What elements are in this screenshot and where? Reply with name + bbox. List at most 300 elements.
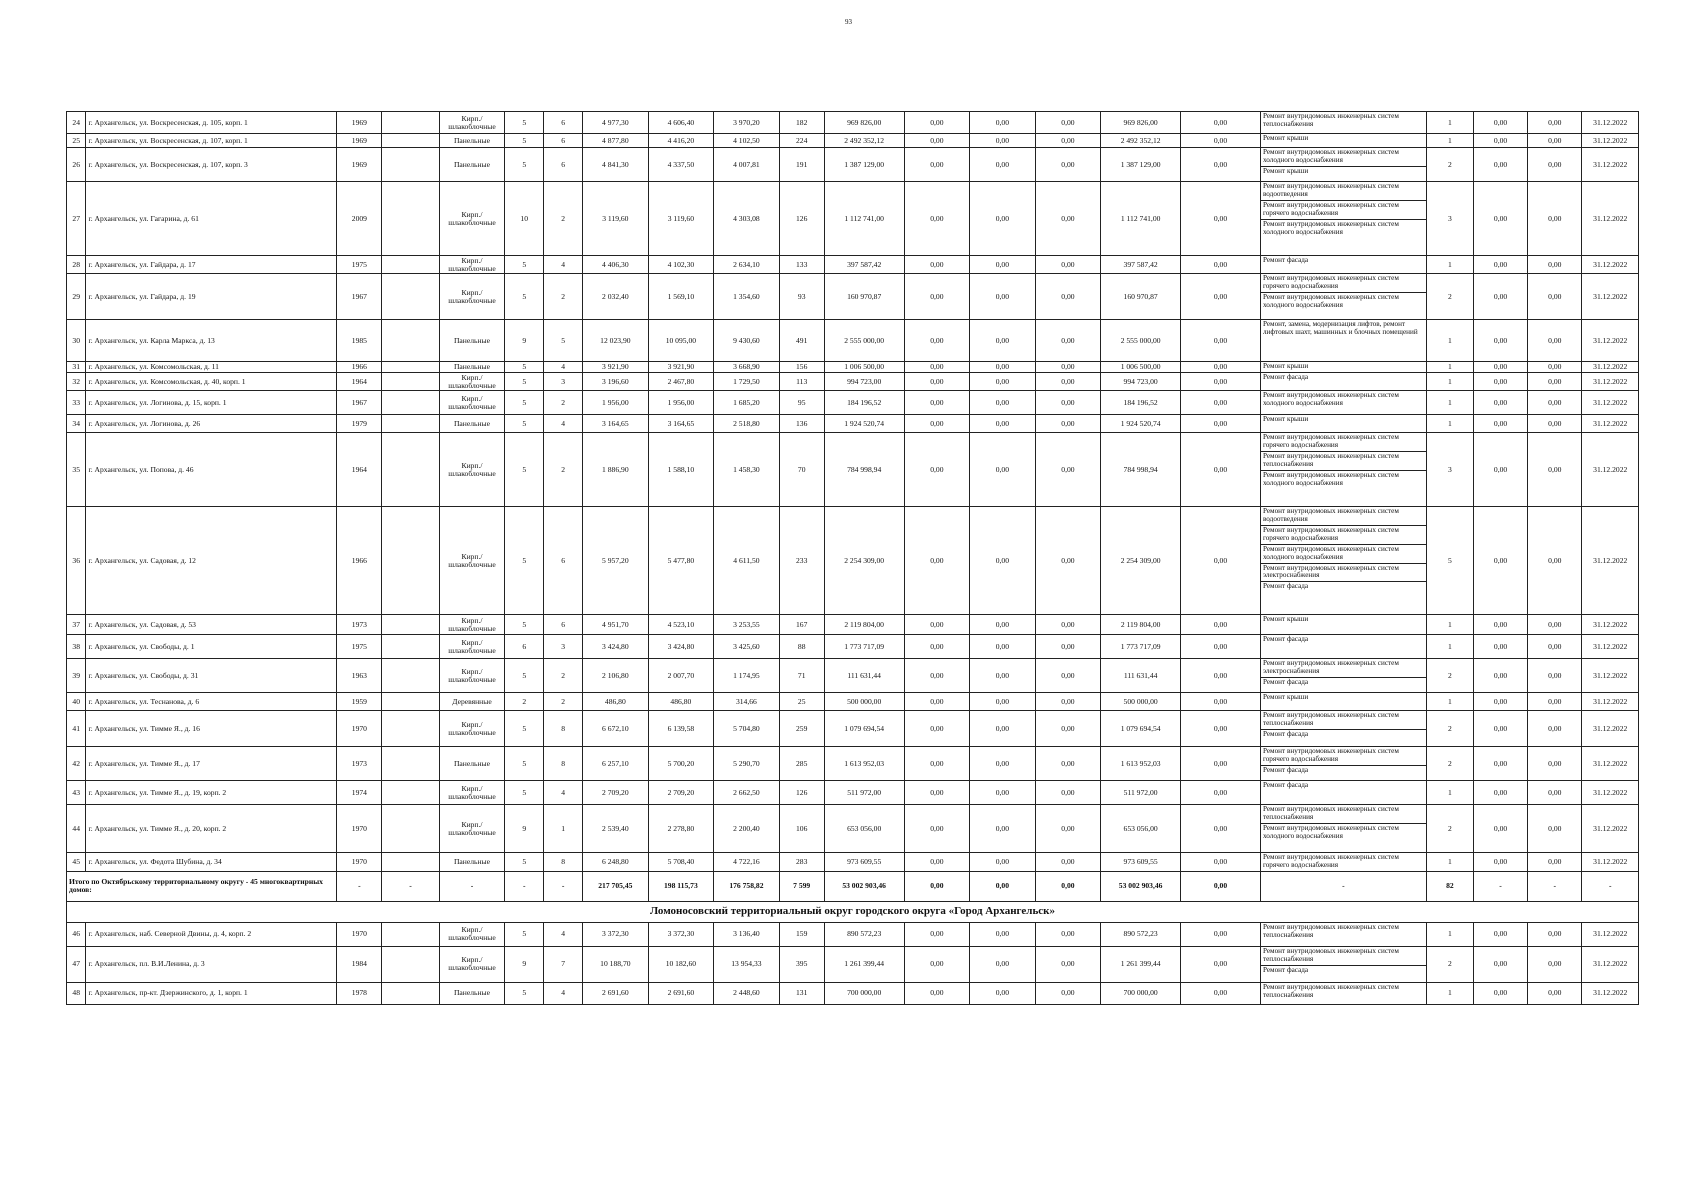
unit-cost-1: 0,00 [1473,982,1527,1004]
entrances: 2 [544,659,583,693]
address: г. Архангельск, ул. Тимме Я., д. 19, корп. 2 [86,781,337,805]
table-row [67,373,1639,391]
area-total: 2 539,40 [583,805,649,853]
year-built: 1970 [337,853,382,872]
area-living: 1 956,00 [648,391,714,415]
other-share: 0,00 [1181,693,1261,711]
address: г. Архангельск, ул. Тимме Я., д. 20, корп. 2 [86,805,337,853]
floors: 9 [505,946,544,982]
work-item: Ремонт фасада [1262,373,1309,381]
fund-share: 0,00 [904,274,970,320]
area-living: 5 477,80 [648,507,714,615]
work-item: Ремонт внутридомовых инженерных систем холодного водоснабжения [1262,292,1399,309]
unit-cost-2: 0,00 [1528,922,1582,946]
municipal-share: 0,00 [1035,391,1101,415]
table-row [67,747,1639,781]
regional-share: 0,00 [970,781,1036,805]
work-item: Ремонт фасада [1262,781,1309,789]
regional-share: 0,00 [970,659,1036,693]
regional-share: 0,00 [970,922,1036,946]
residents: 159 [779,922,824,946]
work-item: Ремонт крыши [1262,362,1309,370]
other-share: 0,00 [1181,635,1261,659]
total-material: - [439,871,505,901]
works-count: 1 [1426,982,1473,1004]
wall-material: Кирп./ шлакоблочные [439,659,505,693]
works [1260,693,1426,711]
area-total: 4 951,70 [583,615,649,635]
area-living: 1 588,10 [648,433,714,507]
wall-material: Кирп./ шлакоблочные [439,373,505,391]
blank-cell [382,693,439,711]
owners-share: 890 572,23 [1101,922,1181,946]
total-fund: 0,00 [904,871,970,901]
entrances: 8 [544,853,583,872]
owners-share: 969 826,00 [1101,112,1181,134]
work-item: Ремонт фасада [1262,635,1309,643]
work-item: Ремонт крыши [1262,615,1309,623]
owners-share: 160 970,87 [1101,274,1181,320]
unit-cost-1: 0,00 [1473,853,1527,872]
table-row [67,693,1639,711]
works [1260,853,1426,872]
work-item: Ремонт крыши [1262,693,1309,701]
floors: 5 [505,274,544,320]
year-built: 1966 [337,507,382,615]
work-item: Ремонт внутридомовых инженерных систем горячего водоснабжения [1261,201,1426,220]
works [1260,134,1426,148]
residents: 93 [779,274,824,320]
area-living: 2 467,80 [648,373,714,391]
floors: 5 [505,373,544,391]
area-total: 3 921,90 [583,362,649,373]
address: г. Архангельск, ул. Воскресенская, д. 107, корп. 3 [86,148,337,182]
unit-cost-1: 0,00 [1473,635,1527,659]
area-total: 6 257,10 [583,747,649,781]
cost-total: 1 924 520,74 [824,415,904,433]
area-residential: 1 174,95 [714,659,780,693]
entrances: 6 [544,507,583,615]
area-residential: 4 611,50 [714,507,780,615]
year-built: 1975 [337,256,382,274]
blank-cell [382,148,439,182]
area-residential: 13 954,33 [714,946,780,982]
residents: 88 [779,635,824,659]
unit-cost-2: 0,00 [1528,747,1582,781]
year-built: 1969 [337,148,382,182]
address: г. Архангельск, ул. Логинова, д. 26 [86,415,337,433]
residents: 233 [779,507,824,615]
residents: 224 [779,134,824,148]
year-built: 1970 [337,711,382,747]
work-item: Ремонт, замена, модернизация лифтов, ремонт лифтовых шахт, машинных и блочных помещений [1262,320,1418,336]
wall-material: Деревянные [439,693,505,711]
floors: 5 [505,415,544,433]
area-residential: 2 448,60 [714,982,780,1004]
address: г. Архангельск, ул. Садовая, д. 12 [86,507,337,615]
total-cost: 53 002 903,46 [824,871,904,901]
floors: 5 [505,507,544,615]
table-row [67,982,1639,1004]
other-share: 0,00 [1181,134,1261,148]
area-residential: 9 430,60 [714,320,780,362]
okrug-rows [67,112,1639,872]
total-label: Итого по Октябрьскому территориальному округу - 45 многоквартирных домов: [67,871,337,901]
area-living: 4 606,40 [648,112,714,134]
floors: 5 [505,781,544,805]
residents: 259 [779,711,824,747]
area-residential: 3 970,20 [714,112,780,134]
area-residential: 4 102,50 [714,134,780,148]
fund-share: 0,00 [904,507,970,615]
residents: 167 [779,615,824,635]
works [1260,982,1426,1004]
work-item: Ремонт внутридомовых инженерных систем горячего водоснабжения [1261,747,1426,766]
entrances: 3 [544,635,583,659]
owners-share: 2 492 352,12 [1101,134,1181,148]
area-total: 1 886,90 [583,433,649,507]
fund-share: 0,00 [904,362,970,373]
area-total: 2 709,20 [583,781,649,805]
other-share: 0,00 [1181,659,1261,693]
wall-material: Кирп./ шлакоблочные [439,946,505,982]
entrances: 2 [544,182,583,256]
wall-material: Панельные [439,747,505,781]
area-living: 3 372,30 [648,922,714,946]
deadline-date: 31.12.2022 [1582,256,1639,274]
municipal-share: 0,00 [1035,362,1101,373]
area-total: 2 106,80 [583,659,649,693]
wall-material: Панельные [439,982,505,1004]
area-residential: 4 303,08 [714,182,780,256]
cost-total: 184 196,52 [824,391,904,415]
works [1260,391,1426,415]
blank-cell [382,373,439,391]
area-living: 3 164,65 [648,415,714,433]
unit-cost-2: 0,00 [1528,134,1582,148]
area-living: 2 709,20 [648,781,714,805]
address: г. Архангельск, пр-кт. Дзержинского, д. 1, корп. 1 [86,982,337,1004]
residents: 285 [779,747,824,781]
municipal-share: 0,00 [1035,659,1101,693]
blank-cell [382,274,439,320]
residents: 126 [779,182,824,256]
year-built: 1978 [337,982,382,1004]
work-item: Ремонт внутридомовых инженерных систем электроснабжения [1261,564,1426,583]
blank-cell [382,182,439,256]
table-row [67,853,1639,872]
unit-cost-1: 0,00 [1473,320,1527,362]
address: г. Архангельск, ул. Попова, д. 46 [86,433,337,507]
regional-share: 0,00 [970,693,1036,711]
row-number: 31 [67,362,86,373]
owners-share: 111 631,44 [1101,659,1181,693]
regional-share: 0,00 [970,391,1036,415]
municipal-share: 0,00 [1035,112,1101,134]
unit-cost-2: 0,00 [1528,615,1582,635]
area-living: 6 139,58 [648,711,714,747]
fund-share: 0,00 [904,615,970,635]
other-share: 0,00 [1181,148,1261,182]
blank-cell [382,982,439,1004]
owners-share: 2 254 309,00 [1101,507,1181,615]
table-row [67,711,1639,747]
area-residential: 1 685,20 [714,391,780,415]
unit-cost-2: 0,00 [1528,507,1582,615]
cost-total: 890 572,23 [824,922,904,946]
row-number: 47 [67,946,86,982]
cost-total: 1 079 694,54 [824,711,904,747]
section-title: Ломоносовский территориальный округ городского округа «Город Архангельск» [67,901,1639,922]
unit-cost-1: 0,00 [1473,922,1527,946]
cost-total: 2 555 000,00 [824,320,904,362]
works-count: 2 [1426,946,1473,982]
blank-cell [382,946,439,982]
floors: 5 [505,615,544,635]
cost-total: 500 000,00 [824,693,904,711]
other-share: 0,00 [1181,982,1261,1004]
works [1260,112,1426,134]
regional-share: 0,00 [970,274,1036,320]
address: г. Архангельск, ул. Логинова, д. 15, корп. 1 [86,391,337,415]
address: г. Архангельск, ул. Тимме Я., д. 17 [86,747,337,781]
table-row [67,433,1639,507]
works [1260,415,1426,433]
unit-cost-2: 0,00 [1528,693,1582,711]
total-blank: - [382,871,439,901]
regional-share: 0,00 [970,805,1036,853]
work-item: Ремонт крыши [1262,166,1309,175]
works [1260,320,1426,362]
deadline-date: 31.12.2022 [1582,659,1639,693]
works-count: 1 [1426,853,1473,872]
year-built: 1967 [337,391,382,415]
address: г. Архангельск, ул. Воскресенская, д. 107, корп. 1 [86,134,337,148]
unit-cost-1: 0,00 [1473,805,1527,853]
blank-cell [382,112,439,134]
other-share: 0,00 [1181,711,1261,747]
owners-share: 700 000,00 [1101,982,1181,1004]
area-living: 2 691,60 [648,982,714,1004]
work-item: Ремонт крыши [1262,134,1309,142]
area-living: 2 007,70 [648,659,714,693]
table-row [67,391,1639,415]
deadline-date: 31.12.2022 [1582,362,1639,373]
fund-share: 0,00 [904,711,970,747]
unit-cost-2: 0,00 [1528,415,1582,433]
blank-cell [382,635,439,659]
area-residential: 2 200,40 [714,805,780,853]
works-count: 2 [1426,274,1473,320]
blank-cell [382,711,439,747]
year-built: 1975 [337,635,382,659]
address: г. Архангельск, ул. Комсомольская, д. 40, корп. 1 [86,373,337,391]
floors: 9 [505,320,544,362]
unit-cost-1: 0,00 [1473,182,1527,256]
owners-share: 1 006 500,00 [1101,362,1181,373]
blank-cell [382,391,439,415]
area-residential: 3 253,55 [714,615,780,635]
entrances: 6 [544,615,583,635]
work-item: Ремонт фасада [1262,256,1309,264]
fund-share: 0,00 [904,320,970,362]
owners-share: 500 000,00 [1101,693,1181,711]
residents: 71 [779,659,824,693]
area-residential: 2 634,10 [714,256,780,274]
regional-share: 0,00 [970,433,1036,507]
cost-total: 511 972,00 [824,781,904,805]
unit-cost-1: 0,00 [1473,391,1527,415]
works-count: 1 [1426,391,1473,415]
work-item: Ремонт внутридомовых инженерных систем горячего водоснабжения [1261,526,1426,545]
cost-total: 1 773 717,09 [824,635,904,659]
year-built: 1984 [337,946,382,982]
owners-share: 1 613 952,03 [1101,747,1181,781]
work-item: Ремонт внутридомовых инженерных систем горячего водоснабжения [1261,433,1426,452]
fund-share: 0,00 [904,853,970,872]
municipal-share: 0,00 [1035,853,1101,872]
deadline-date: 31.12.2022 [1582,373,1639,391]
total-s2: - [1528,871,1582,901]
work-item: Ремонт внутридомовых инженерных систем горячего водоснабжения [1262,853,1399,869]
work-item: Ремонт внутридомовых инженерных систем теплоснабжения [1262,982,1399,999]
works-count: 1 [1426,615,1473,635]
owners-share: 1 112 741,00 [1101,182,1181,256]
deadline-date: 31.12.2022 [1582,507,1639,615]
entrances: 2 [544,274,583,320]
address: г. Архангельск, наб. Северной Двины, д. 4, корп. 2 [86,922,337,946]
cost-total: 1 112 741,00 [824,182,904,256]
unit-cost-1: 0,00 [1473,112,1527,134]
entrances: 4 [544,256,583,274]
work-item: Ремонт фасада [1262,582,1309,591]
area-living: 3 424,80 [648,635,714,659]
municipal-share: 0,00 [1035,946,1101,982]
cost-total: 1 613 952,03 [824,747,904,781]
lomonosov-rows [67,922,1639,1004]
fund-share: 0,00 [904,781,970,805]
deadline-date: 31.12.2022 [1582,182,1639,256]
deadline-date: 31.12.2022 [1582,693,1639,711]
unit-cost-1: 0,00 [1473,415,1527,433]
unit-cost-1: 0,00 [1473,507,1527,615]
page-number: 93 [845,18,852,26]
entrances: 4 [544,922,583,946]
works-count: 1 [1426,635,1473,659]
other-share: 0,00 [1181,391,1261,415]
residents: 395 [779,946,824,982]
unit-cost-2: 0,00 [1528,635,1582,659]
floors: 6 [505,635,544,659]
table-row [67,182,1639,256]
entrances: 2 [544,391,583,415]
deadline-date: 31.12.2022 [1582,853,1639,872]
deadline-date: 31.12.2022 [1582,805,1639,853]
works [1260,805,1426,853]
unit-cost-1: 0,00 [1473,433,1527,507]
area-living: 2 278,80 [648,805,714,853]
unit-cost-2: 0,00 [1528,853,1582,872]
wall-material: Кирп./ шлакоблочные [439,615,505,635]
wall-material: Панельные [439,320,505,362]
row-number: 48 [67,982,86,1004]
residents: 95 [779,391,824,415]
total-work: - [1260,871,1426,901]
residents: 491 [779,320,824,362]
unit-cost-1: 0,00 [1473,711,1527,747]
works-count: 1 [1426,781,1473,805]
year-built: 1966 [337,362,382,373]
unit-cost-2: 0,00 [1528,391,1582,415]
other-share: 0,00 [1181,415,1261,433]
total-residents: 7 599 [779,871,824,901]
cost-total: 973 609,55 [824,853,904,872]
work-item: Ремонт внутридомовых инженерных систем электроснабжения [1261,659,1426,678]
area-residential: 1 729,50 [714,373,780,391]
table-row [67,922,1639,946]
row-number: 32 [67,373,86,391]
works [1260,256,1426,274]
total-section [67,871,1639,922]
owners-share: 2 119 804,00 [1101,615,1181,635]
address: г. Архангельск, ул. Комсомольская, д. 11 [86,362,337,373]
blank-cell [382,922,439,946]
municipal-share: 0,00 [1035,781,1101,805]
residents: 113 [779,373,824,391]
fund-share: 0,00 [904,112,970,134]
works [1260,433,1426,507]
regional-share: 0,00 [970,256,1036,274]
works [1260,922,1426,946]
other-share: 0,00 [1181,507,1261,615]
wall-material: Панельные [439,415,505,433]
unit-cost-1: 0,00 [1473,373,1527,391]
table-row [67,415,1639,433]
regional-share: 0,00 [970,982,1036,1004]
cost-total: 969 826,00 [824,112,904,134]
table-row [67,148,1639,182]
deadline-date: 31.12.2022 [1582,747,1639,781]
address: г. Архангельск, пл. В.И.Ленина, д. 3 [86,946,337,982]
unit-cost-1: 0,00 [1473,615,1527,635]
regional-share: 0,00 [970,747,1036,781]
year-built: 1967 [337,274,382,320]
work-item: Ремонт внутридомовых инженерных систем теплоснабжения [1262,922,1399,939]
deadline-date: 31.12.2022 [1582,148,1639,182]
blank-cell [382,362,439,373]
other-share: 0,00 [1181,373,1261,391]
table-row [67,781,1639,805]
row-number: 39 [67,659,86,693]
work-item: Ремонт внутридомовых инженерных систем горячего водоснабжения [1261,274,1426,293]
row-number: 44 [67,805,86,853]
total-area: 217 705,45 [583,871,649,901]
work-item: Ремонт внутридомовых инженерных систем холодного водоснабжения [1261,545,1426,564]
total-row [67,871,1639,901]
fund-share: 0,00 [904,391,970,415]
cost-total: 111 631,44 [824,659,904,693]
unit-cost-1: 0,00 [1473,693,1527,711]
table-row [67,134,1639,148]
area-living: 10 182,60 [648,946,714,982]
unit-cost-2: 0,00 [1528,433,1582,507]
cost-total: 784 998,94 [824,433,904,507]
entrances: 7 [544,946,583,982]
deadline-date: 31.12.2022 [1582,391,1639,415]
area-total: 486,80 [583,693,649,711]
works [1260,659,1426,693]
fund-share: 0,00 [904,635,970,659]
